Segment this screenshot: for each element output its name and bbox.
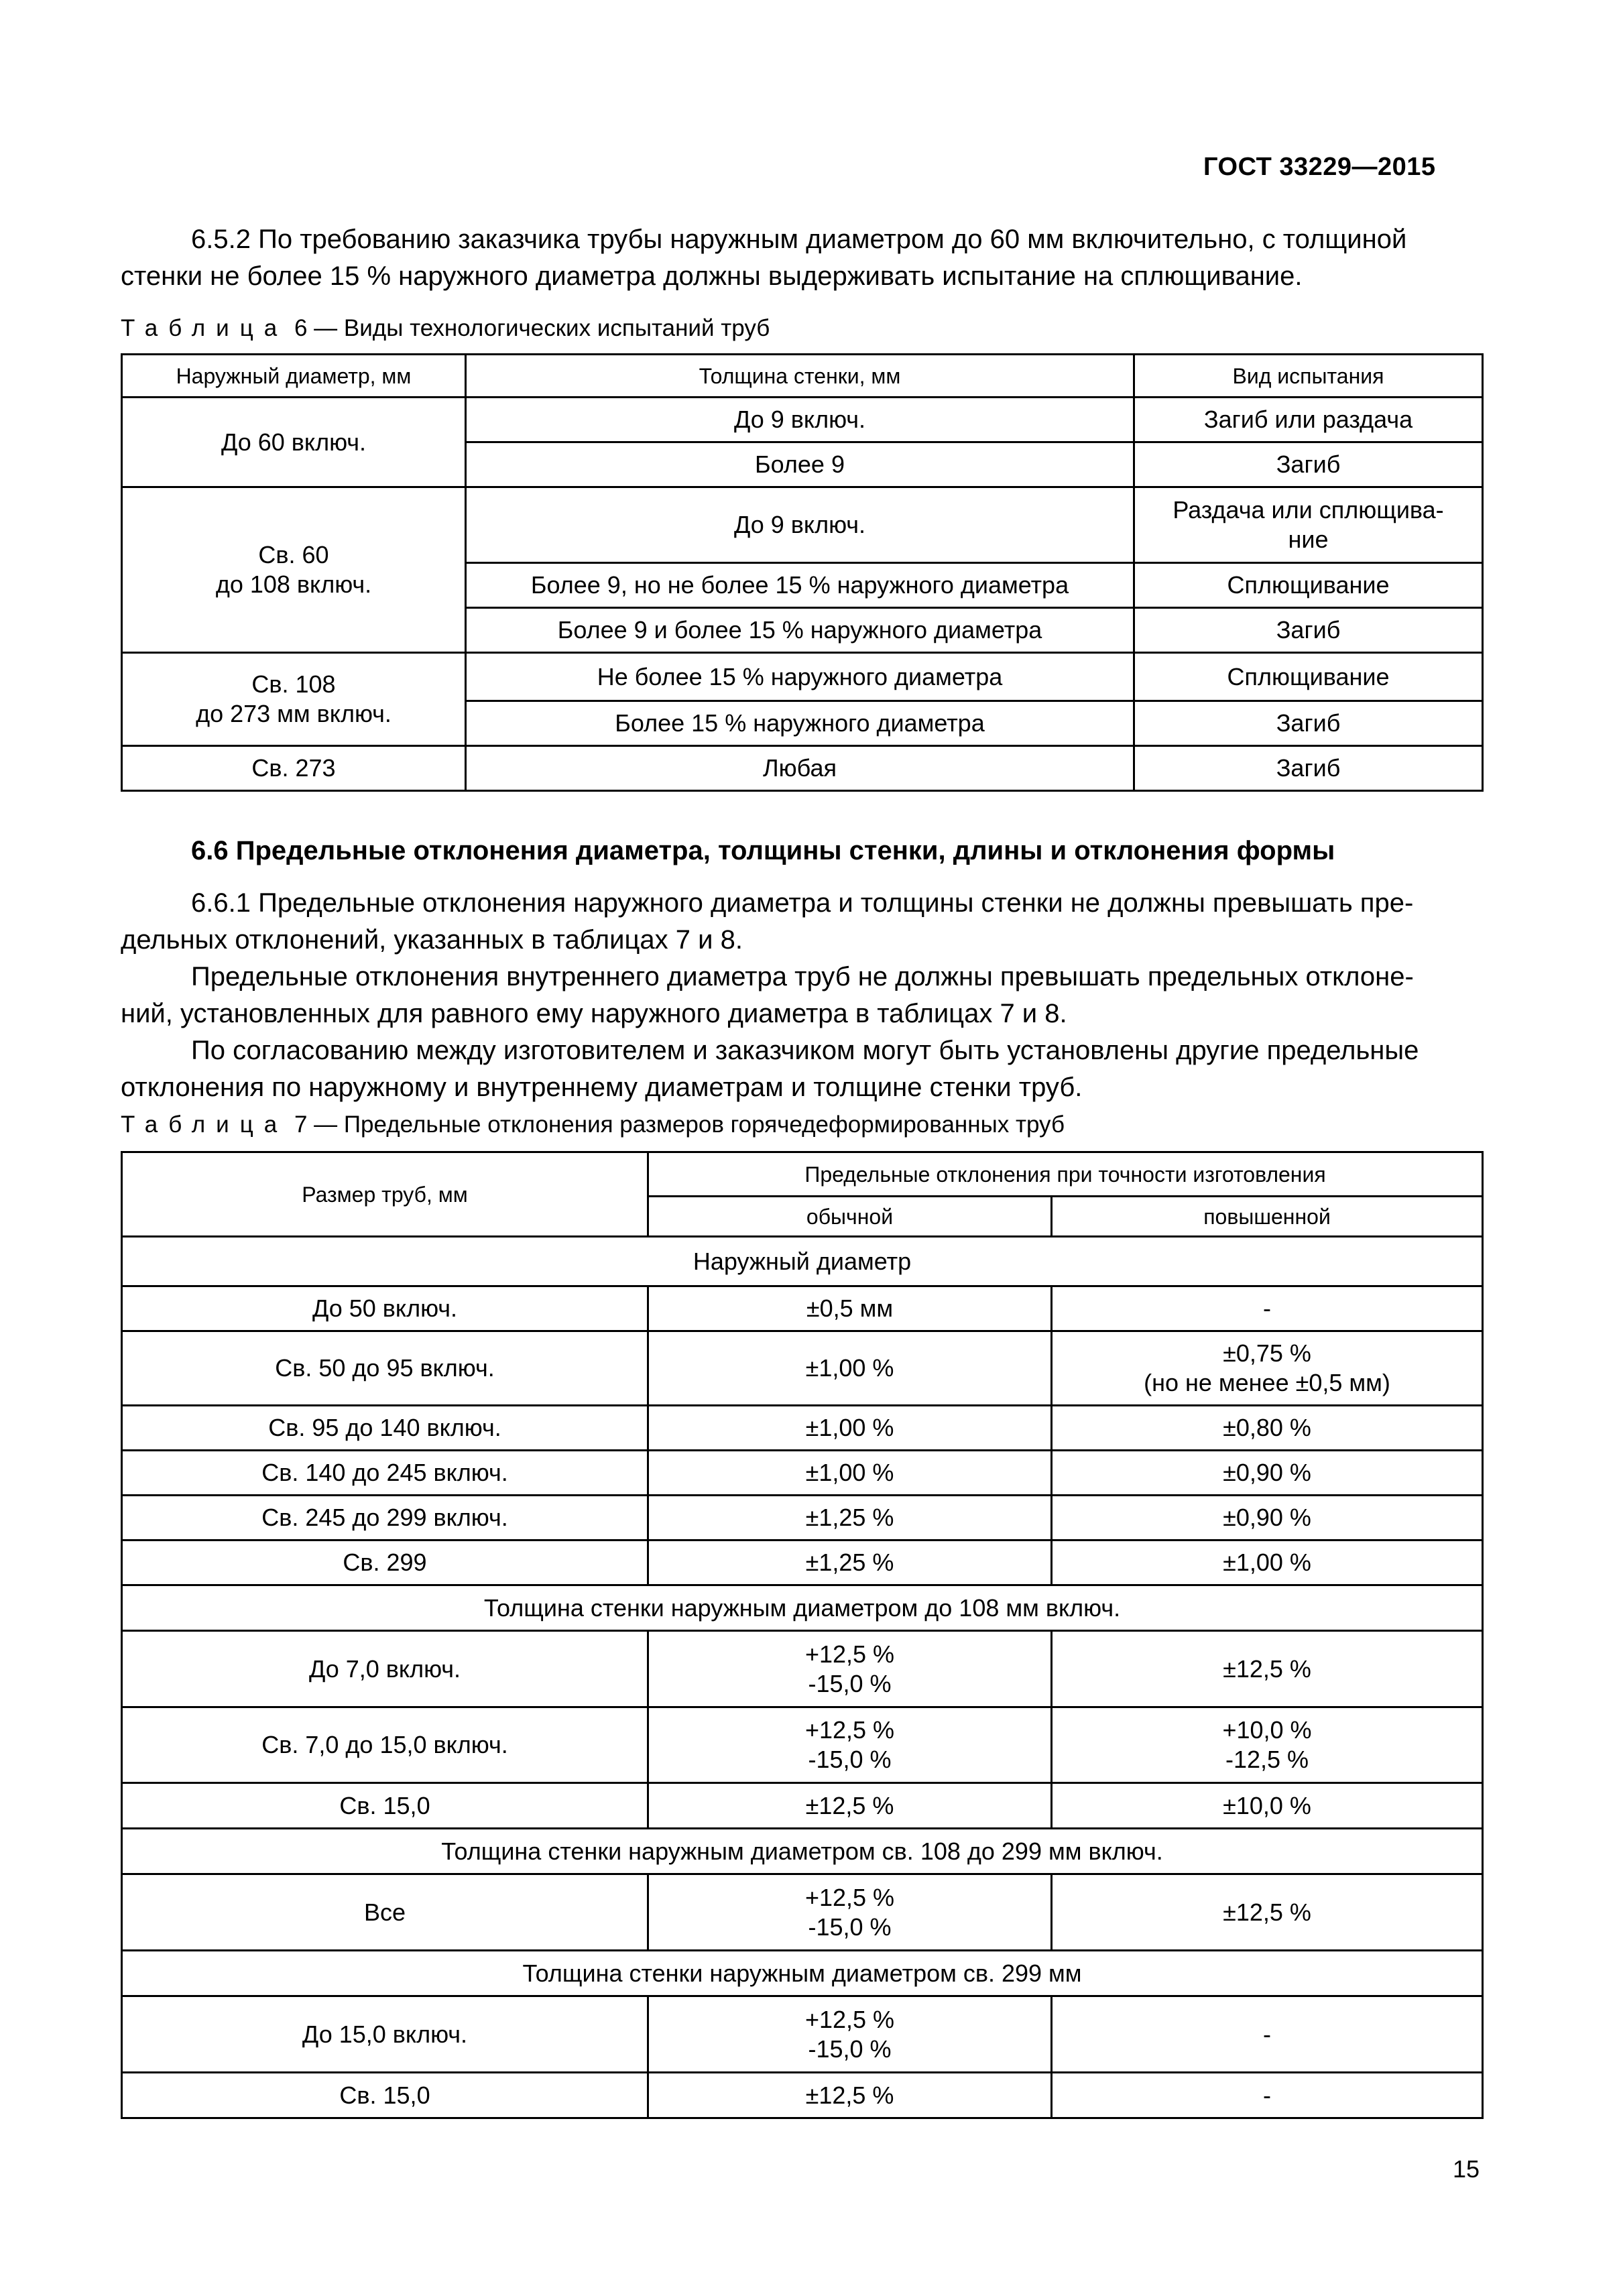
table-cell: Загиб [1134, 701, 1483, 746]
cell-line: до 273 мм включ. [196, 700, 392, 727]
cell-line: -15,0 % [808, 1746, 892, 1773]
paragraph-line: отклонения по наружному и внутреннему диаметрам и толщине стенки труб. [121, 1073, 1083, 1102]
cell-line: -15,0 % [808, 1913, 892, 1941]
table-cell: ±1,25 % [648, 1496, 1052, 1540]
table-cell: Загиб [1134, 442, 1483, 487]
table-cell: ±0,90 % [1052, 1451, 1483, 1496]
group-label: Толщина стенки наружным диаметром св. 108 до 299 мм включ. [122, 1829, 1483, 1874]
table-row [122, 1996, 1483, 2073]
table-cell: Св. 50 до 95 включ. [122, 1331, 648, 1406]
table-row [122, 2073, 1483, 2118]
cell-line: ±0,75 % [1223, 1339, 1311, 1367]
table-cell: До 9 включ. [466, 487, 1134, 563]
table-cell: Св. 95 до 140 включ. [122, 1406, 648, 1451]
table-cell: ±1,00 % [648, 1451, 1052, 1496]
table-cell: До 50 включ. [122, 1286, 648, 1331]
caption-text: 6 — Виды технологических испытаний труб [288, 315, 770, 341]
table-cell: Все [122, 1874, 648, 1951]
table-cell: ±1,25 % [648, 1540, 1052, 1585]
table-cell [648, 1996, 1052, 2073]
table-group-row [122, 1237, 1483, 1286]
column-header: Предельные отклонения при точности изготовления [648, 1152, 1483, 1197]
caption-word: Таблица [121, 1111, 288, 1138]
table-header-row [122, 1152, 1483, 1197]
table-7 [121, 1151, 1484, 2119]
table-cell [1052, 1707, 1483, 1783]
paragraph-6-5-2 [121, 221, 1482, 295]
cell-line: Св. 108 [251, 670, 336, 698]
cell-line: -15,0 % [808, 2035, 892, 2063]
table-row [122, 1286, 1483, 1331]
table-cell: Сплющивание [1134, 563, 1483, 608]
table-cell [648, 1631, 1052, 1707]
group-label: Толщина стенки наружным диаметром до 108 мм включ. [122, 1585, 1483, 1631]
table-row [122, 1451, 1483, 1496]
table-cell: Св. 15,0 [122, 1783, 648, 1829]
table-row [122, 1783, 1483, 1829]
group-label: Толщина стенки наружным диаметром св. 299 мм [122, 1951, 1483, 1996]
table-cell: ±1,00 % [1052, 1540, 1483, 1585]
table-cell: Сплющивание [1134, 653, 1483, 701]
table-header-row [122, 355, 1483, 398]
table-cell: - [1052, 2073, 1483, 2118]
document-code: ГОСТ 33229—2015 [1203, 153, 1436, 181]
table-cell: Загиб [1134, 608, 1483, 653]
cell-line: +10,0 % [1222, 1716, 1312, 1744]
table-row [122, 1496, 1483, 1540]
table-cell [648, 1707, 1052, 1783]
column-header: Размер труб, мм [122, 1152, 648, 1237]
table-row [122, 746, 1483, 791]
cell-line: (но не менее ±0,5 мм) [1144, 1369, 1390, 1396]
table-cell: Любая [466, 746, 1134, 791]
page-number: 15 [1453, 2155, 1480, 2183]
table-cell: Загиб [1134, 746, 1483, 791]
table-cell: ±0,90 % [1052, 1496, 1483, 1540]
cell-line: -12,5 % [1225, 1746, 1309, 1773]
column-header: повышенной [1052, 1197, 1483, 1237]
paragraph-line: дельных отклонений, указанных в таблицах 7 и 8. [121, 925, 743, 955]
table-cell [122, 653, 466, 746]
table-cell: Св. 299 [122, 1540, 648, 1585]
table-group-row [122, 1585, 1483, 1631]
table-cell: До 9 включ. [466, 398, 1134, 442]
table-row [122, 1540, 1483, 1585]
table-row [122, 487, 1483, 563]
paragraph-6-6-1 [121, 885, 1482, 1106]
table-cell: Загиб или раздача [1134, 398, 1483, 442]
table-cell: Св. 7,0 до 15,0 включ. [122, 1707, 648, 1783]
paragraph-line: Предельные отклонения внутреннего диаметра труб не должны превышать предельных отклоне- [191, 962, 1414, 991]
table-cell [1052, 1331, 1483, 1406]
paragraph-line: По согласованию между изготовителем и заказчиком могут быть установлены другие предельные [191, 1036, 1419, 1065]
table-cell: ±12,5 % [1052, 1631, 1483, 1707]
table-cell [648, 1874, 1052, 1951]
cell-line: -15,0 % [808, 1669, 892, 1697]
cell-line: +12,5 % [804, 1640, 895, 1668]
table-cell: До 7,0 включ. [122, 1631, 648, 1707]
table-cell: ±12,5 % [648, 2073, 1052, 2118]
table-cell: Более 9 [466, 442, 1134, 487]
table-row [122, 1331, 1483, 1406]
paragraph-line: 6.5.2 По требованию заказчика трубы наружным диаметром до 60 мм включительно, с толщиной [191, 225, 1407, 254]
table-row [122, 1406, 1483, 1451]
column-header: Вид испытания [1134, 355, 1483, 398]
table-cell: Св. 140 до 245 включ. [122, 1451, 648, 1496]
cell-line: ние [1288, 526, 1329, 553]
table-row [122, 1631, 1483, 1707]
cell-line: +12,5 % [804, 1716, 895, 1744]
table-row [122, 653, 1483, 701]
table-row [122, 1874, 1483, 1951]
table-cell: ±12,5 % [648, 1783, 1052, 1829]
paragraph-line: 6.6.1 Предельные отклонения наружного диаметра и толщины стенки не должны превышать пре- [191, 888, 1414, 918]
column-header: Наружный диаметр, мм [122, 355, 466, 398]
table-group-row [122, 1829, 1483, 1874]
table-cell: ±0,5 мм [648, 1286, 1052, 1331]
cell-line: +12,5 % [804, 2005, 895, 2033]
table-row [122, 1707, 1483, 1783]
table-cell: Не более 15 % наружного диаметра [466, 653, 1134, 701]
table-7-caption [121, 1111, 1065, 1138]
table-cell [1134, 487, 1483, 563]
cell-line: Раздача или сплющива- [1173, 496, 1444, 524]
group-label: Наружный диаметр [122, 1237, 1483, 1286]
cell-line: до 108 включ. [215, 570, 372, 598]
column-header: обычной [648, 1197, 1052, 1237]
table-6 [121, 353, 1484, 792]
table-cell: ±0,80 % [1052, 1406, 1483, 1451]
caption-text: 7 — Предельные отклонения размеров горячедеформированных труб [288, 1111, 1065, 1138]
table-cell: Более 9 и более 15 % наружного диаметра [466, 608, 1134, 653]
caption-word: Таблица [121, 315, 288, 341]
table-cell: Св. 245 до 299 включ. [122, 1496, 648, 1540]
table-cell: - [1052, 1286, 1483, 1331]
table-cell: ±1,00 % [648, 1331, 1052, 1406]
table-cell: ±10,0 % [1052, 1783, 1483, 1829]
cell-line: +12,5 % [804, 1883, 895, 1911]
table-cell: Св. 273 [122, 746, 466, 791]
table-row [122, 398, 1483, 442]
table-cell: Более 15 % наружного диаметра [466, 701, 1134, 746]
table-cell: До 60 включ. [122, 398, 466, 487]
table-group-row [122, 1951, 1483, 1996]
table-cell [122, 487, 466, 653]
table-cell: ±1,00 % [648, 1406, 1052, 1451]
table-cell: Более 9, но не более 15 % наружного диаметра [466, 563, 1134, 608]
cell-line: Св. 60 [258, 541, 329, 568]
table-cell: Св. 15,0 [122, 2073, 648, 2118]
table-cell: ±12,5 % [1052, 1874, 1483, 1951]
column-header: Толщина стенки, мм [466, 355, 1134, 398]
paragraph-line: стенки не более 15 % наружного диаметра должны выдерживать испытание на сплющивание. [121, 261, 1303, 291]
section-heading-6-6: 6.6 Предельные отклонения диаметра, толщины стенки, длины и отклонения формы [191, 836, 1335, 865]
table-cell: - [1052, 1996, 1483, 2073]
paragraph-line: ний, установленных для равного ему наружного диаметра в таблицах 7 и 8. [121, 999, 1067, 1028]
table-6-caption [121, 315, 770, 342]
table-cell: До 15,0 включ. [122, 1996, 648, 2073]
